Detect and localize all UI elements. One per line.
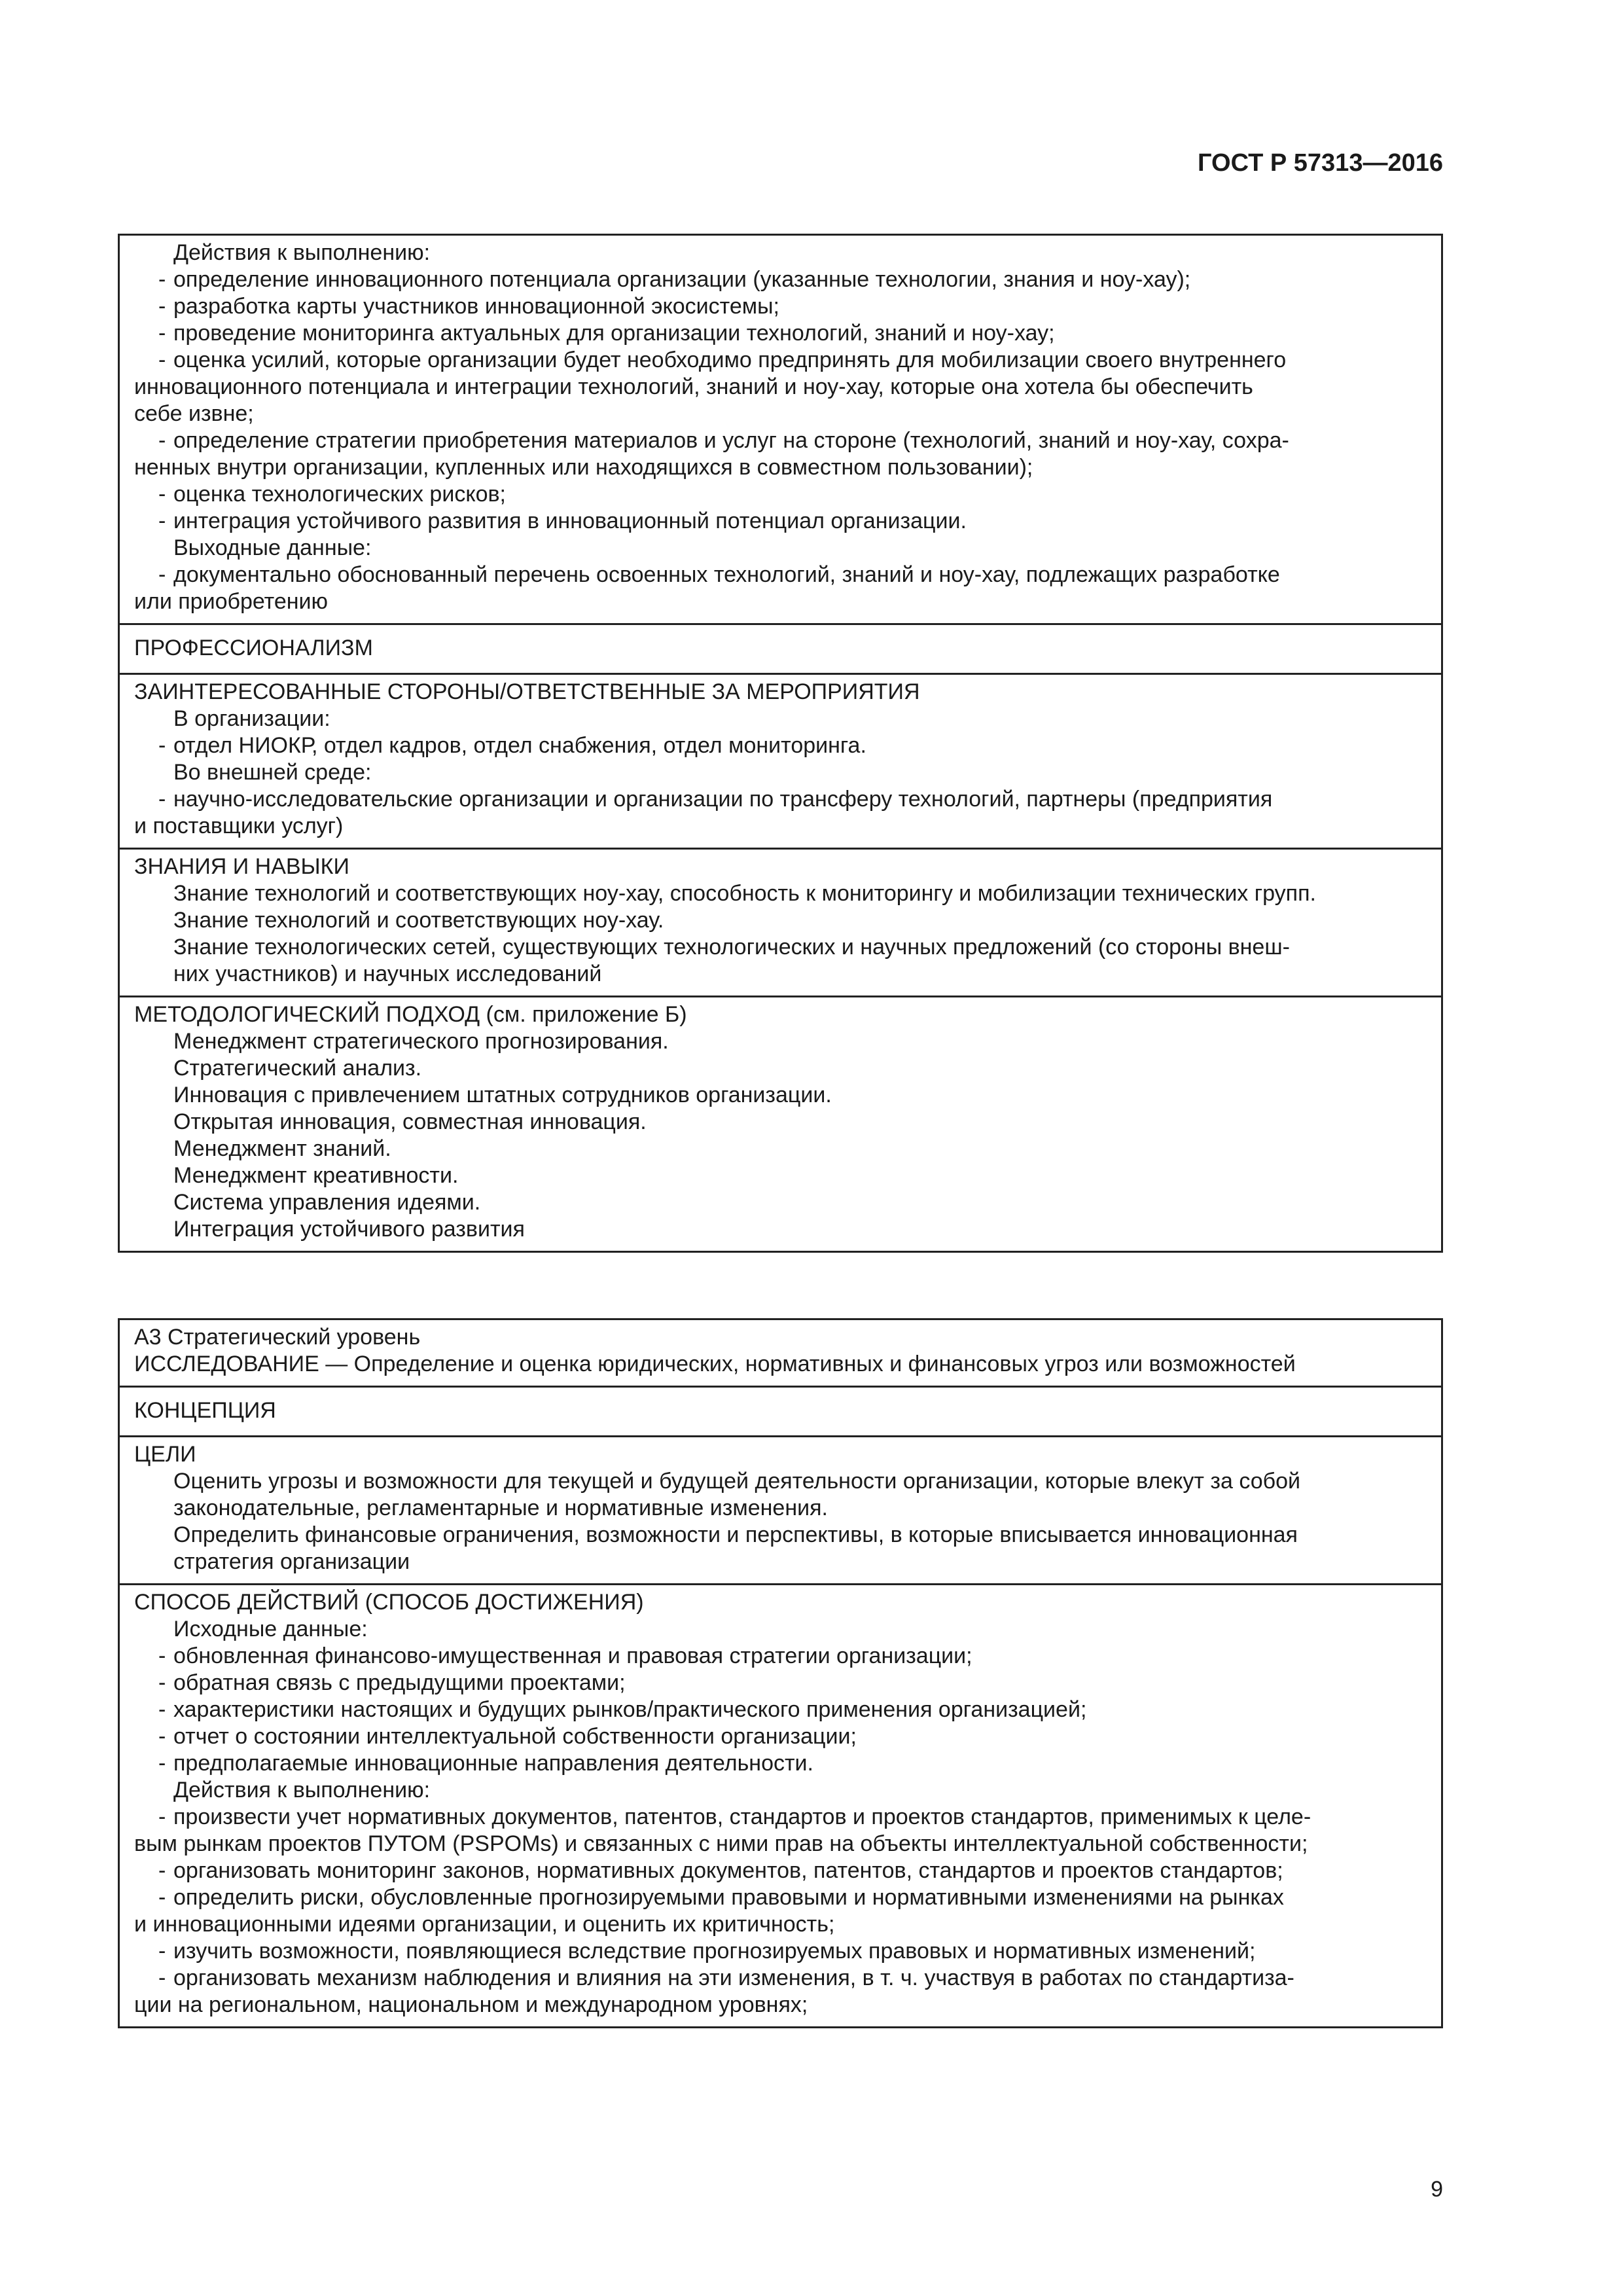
list-item <box>134 1884 1427 1911</box>
cell-heading: А3 Стратегический уровень <box>134 1325 421 1350</box>
list-item-text: определение стратегии приобретения материалов и услуг на стороне (технологий, знаний и ноу-хау, сохра- <box>173 428 1289 453</box>
continuation-line: или приобретению <box>134 589 329 614</box>
professionalism-cell <box>120 623 1441 673</box>
list-item <box>134 1696 1427 1723</box>
text-line: Знание технологий и соответствующих ноу-хау. <box>173 908 664 933</box>
continuation-line: и поставщики услуг) <box>134 814 344 838</box>
dash-marker: - <box>158 1858 166 1883</box>
cell-heading: ЦЕЛИ <box>134 1442 196 1467</box>
continuation-line: и инновационными идеями организации, и оценить их критичность; <box>134 1912 835 1937</box>
method-of-action-cell <box>120 1583 1441 2026</box>
list-item <box>134 562 1427 588</box>
text-line: них участников) и научных исследований <box>173 961 602 986</box>
cell-heading: СПОСОБ ДЕЙСТВИЙ (СПОСОБ ДОСТИЖЕНИЯ) <box>134 1590 644 1615</box>
list-item <box>134 347 1427 374</box>
text-line: Интеграция устойчивого развития <box>173 1217 525 1242</box>
table-strategic-a3 <box>118 1318 1443 2028</box>
list-item-text: проведение мониторинга актуальных для организации технологий, знаний и ноу-хау; <box>173 321 1055 346</box>
list-item-text: документально обоснованный перечень освоенных технологий, знаний и ноу-хау, подлежащих разработке <box>173 562 1280 587</box>
methodology-cell <box>120 996 1441 1251</box>
dash-marker: - <box>158 267 166 292</box>
text-line: Менеджмент креативности. <box>173 1163 459 1188</box>
cell-heading: ПРОФЕССИОНАЛИЗМ <box>134 636 373 660</box>
dash-marker: - <box>158 428 166 453</box>
list-item-text: оценка технологических рисков; <box>173 482 506 507</box>
list-item-text: произвести учет нормативных документов, патентов, стандартов и проектов стандартов, применимых к целе- <box>173 1804 1311 1829</box>
dash-marker: - <box>158 1939 166 1964</box>
list-item <box>134 293 1427 320</box>
dash-marker: - <box>158 348 166 372</box>
list-item <box>134 732 1427 759</box>
text-line: Менеджмент знаний. <box>173 1136 391 1161</box>
list-item <box>134 427 1427 454</box>
text-line: Система управления идеями. <box>173 1190 481 1215</box>
continuation-line: вым рынкам проектов ПУТОМ (PSPOMs) и связанных с ними прав на объекты интеллектуальной собственности; <box>134 1831 1308 1856</box>
list-item-text: характеристики настоящих и будущих рынков/практического применения организацией; <box>173 1697 1087 1722</box>
list-item <box>134 1804 1427 1831</box>
section-title-cell <box>120 1320 1441 1386</box>
dash-marker: - <box>158 321 166 346</box>
text-line: Определить финансовые ограничения, возможности и перспективы, в которые вписывается инновационная <box>173 1522 1298 1547</box>
document-code: ГОСТ Р 57313—2016 <box>1198 149 1443 177</box>
dash-marker: - <box>158 1804 166 1829</box>
dash-marker: - <box>158 1724 166 1749</box>
list-item <box>134 1750 1427 1777</box>
dash-marker: - <box>158 294 166 319</box>
list-item <box>134 320 1427 347</box>
text-line: Действия к выполнению: <box>173 240 431 265</box>
table-strategic-a2 <box>118 234 1443 1253</box>
list-item <box>134 266 1427 293</box>
dash-marker: - <box>158 562 166 587</box>
knowledge-skills-cell <box>120 848 1441 996</box>
dash-marker: - <box>158 1643 166 1668</box>
text-line: Во внешней среде: <box>173 760 372 785</box>
text-line: В организации: <box>173 706 330 731</box>
list-item <box>134 1643 1427 1670</box>
cell-heading: ИССЛЕДОВАНИЕ — Определение и оценка юридических, нормативных и финансовых угроз или возможностей <box>134 1352 1296 1376</box>
list-item-text: изучить возможности, появляющиеся вследствие прогнозируемых правовых и нормативных изменений; <box>173 1939 1256 1964</box>
list-item <box>134 508 1427 535</box>
text-line: Открытая инновация, совместная инновация. <box>173 1109 647 1134</box>
dash-marker: - <box>158 787 166 812</box>
list-item <box>134 786 1427 813</box>
list-item <box>134 1938 1427 1965</box>
list-item-text: интеграция устойчивого развития в инновационный потенциал организации. <box>173 509 967 533</box>
list-item-text: организовать механизм наблюдения и влияния на эти изменения, в т. ч. участвуя в работах по стандартиза- <box>173 1965 1294 1990</box>
dash-marker: - <box>158 509 166 533</box>
cell-heading: КОНЦЕПЦИЯ <box>134 1398 276 1423</box>
cell-heading: ЗАИНТЕРЕСОВАННЫЕ СТОРОНЫ/ОТВЕТСТВЕННЫЕ ЗА МЕРОПРИЯТИЯ <box>134 679 920 704</box>
list-item-text: научно-исследовательские организации и организации по трансферу технологий, партнеры (предприятия <box>173 787 1273 812</box>
continuation-line: ции на региональном, национальном и международном уровнях; <box>134 1992 808 2017</box>
page-number: 9 <box>1431 2177 1443 2202</box>
cell-heading: МЕТОДОЛОГИЧЕСКИЙ ПОДХОД (см. приложение Б) <box>134 1002 687 1027</box>
list-item <box>134 1857 1427 1884</box>
list-item-text: организовать мониторинг законов, нормативных документов, патентов, стандартов и проектов стандартов; <box>173 1858 1283 1883</box>
dash-marker: - <box>158 482 166 507</box>
text-line: Знание технологических сетей, существующих технологических и научных предложений (со стороны внеш- <box>173 935 1290 960</box>
dash-marker: - <box>158 1697 166 1722</box>
text-line: Выходные данные: <box>173 535 372 560</box>
text-line: Стратегический анализ. <box>173 1056 422 1081</box>
list-item <box>134 1965 1427 1992</box>
text-line: Исходные данные: <box>173 1617 368 1641</box>
text-line: Оценить угрозы и возможности для текущей и будущей деятельности организации, которые влекут за собой <box>173 1469 1300 1494</box>
list-item-text: предполагаемые инновационные направления деятельности. <box>173 1751 813 1776</box>
continuation-line: ненных внутри организации, купленных или находящихся в совместном пользовании); <box>134 455 1033 480</box>
list-item-text: определение инновационного потенциала организации (указанные технологии, знания и ноу-хау); <box>173 267 1191 292</box>
concept-cell <box>120 1386 1441 1435</box>
text-line: Действия к выполнению: <box>173 1778 431 1803</box>
text-line: законодательные, регламентарные и нормативные изменения. <box>173 1496 828 1520</box>
dash-marker: - <box>158 1885 166 1910</box>
dash-marker: - <box>158 1670 166 1695</box>
list-item-text: отдел НИОКР, отдел кадров, отдел снабжения, отдел мониторинга. <box>173 733 866 758</box>
list-item <box>134 1670 1427 1696</box>
stakeholders-cell <box>120 673 1441 848</box>
list-item <box>134 481 1427 508</box>
continuation-line: инновационного потенциала и интеграции технологий, знаний и ноу-хау, которые она хотела бы обеспечить <box>134 374 1253 399</box>
goals-cell <box>120 1435 1441 1583</box>
list-item-text: обновленная финансово-имущественная и правовая стратегии организации; <box>173 1643 972 1668</box>
text-line: Инновация с привлечением штатных сотрудников организации. <box>173 1083 832 1107</box>
text-line: Знание технологий и соответствующих ноу-хау, способность к мониторингу и мобилизации технических групп. <box>173 881 1316 906</box>
dash-marker: - <box>158 733 166 758</box>
list-item-text: разработка карты участников инновационной экосистемы; <box>173 294 780 319</box>
list-item-text: отчет о состоянии интеллектуальной собственности организации; <box>173 1724 857 1749</box>
dash-marker: - <box>158 1751 166 1776</box>
actions-cell <box>120 236 1441 623</box>
continuation-line: себе извне; <box>134 401 254 426</box>
list-item-text: оценка усилий, которые организации будет необходимо предпринять для мобилизации своего внутреннего <box>173 348 1287 372</box>
text-line: стратегия организации <box>173 1549 410 1574</box>
text-line: Менеджмент стратегического прогнозирования. <box>173 1029 669 1054</box>
cell-heading: ЗНАНИЯ И НАВЫКИ <box>134 854 349 879</box>
dash-marker: - <box>158 1965 166 1990</box>
list-item <box>134 1723 1427 1750</box>
list-item-text: обратная связь с предыдущими проектами; <box>173 1670 626 1695</box>
list-item-text: определить риски, обусловленные прогнозируемыми правовыми и нормативными изменениями на рынках <box>173 1885 1284 1910</box>
